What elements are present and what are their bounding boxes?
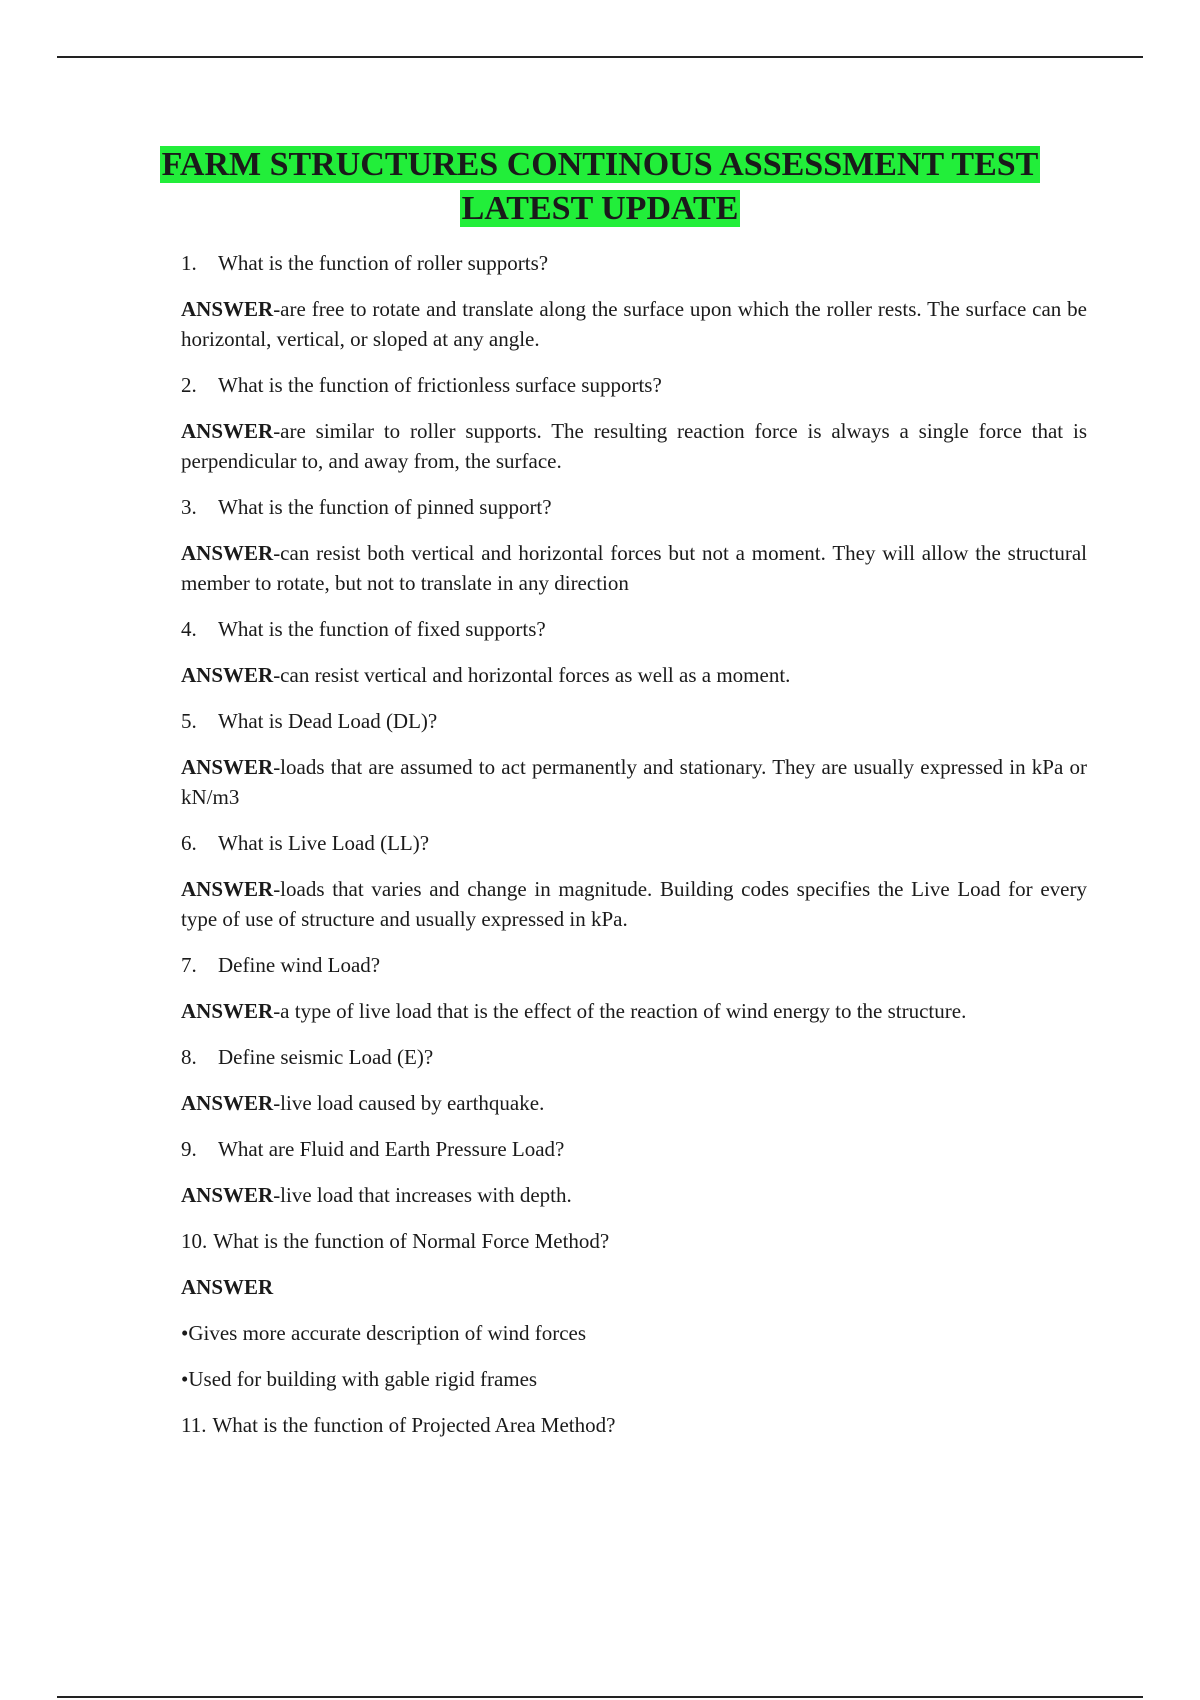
- bottom-rule: [57, 1696, 1143, 1698]
- title-line-2: LATEST UPDATE: [461, 190, 739, 227]
- answer-10-bullet-1: •Gives more accurate description of wind forces: [181, 1321, 587, 1345]
- question-text: What is the function of Projected Area Method?: [212, 1413, 616, 1437]
- question-3: [181, 492, 1087, 522]
- answer-2: [181, 416, 1087, 476]
- question-number: 11.: [181, 1413, 207, 1437]
- answer-1: [181, 294, 1087, 354]
- answer-text: -are similar to roller supports. The resulting reaction force is always a single force that is perpendicular to, and away from, the surface.: [181, 419, 1087, 473]
- answer-label: ANSWER: [181, 877, 274, 901]
- question-4: [181, 614, 1087, 644]
- answer-text: -are free to rotate and translate along the surface upon which the roller rests. The surface can be horizontal, vertical, or sloped at any angle.: [181, 297, 1087, 351]
- question-number: 7.: [181, 953, 197, 977]
- question-11: [181, 1410, 1087, 1440]
- answer-5: [181, 752, 1087, 812]
- answer-label: ANSWER: [181, 663, 274, 687]
- question-number: 4.: [181, 617, 197, 641]
- answer-label: ANSWER: [181, 999, 274, 1023]
- question-5: [181, 706, 1087, 736]
- question-text: What is the function of pinned support?: [218, 495, 552, 519]
- answer-text: -can resist both vertical and horizontal forces but not a moment. They will allow the structural member to rotate, but not to translate in any direction: [181, 541, 1087, 595]
- question-number: 6.: [181, 831, 197, 855]
- answer-text: -live load that increases with depth.: [273, 1183, 572, 1207]
- answer-3: [181, 538, 1087, 598]
- title-line-1: FARM STRUCTURES CONTINOUS ASSESSMENT TEST: [161, 146, 1039, 183]
- answer-label: ANSWER: [181, 297, 274, 321]
- question-number: 8.: [181, 1045, 197, 1069]
- question-7: [181, 950, 1087, 980]
- question-number: 1.: [181, 251, 197, 275]
- question-text: What is Dead Load (DL)?: [218, 709, 438, 733]
- answer-9: [181, 1180, 1087, 1210]
- answer-label: ANSWER: [181, 541, 274, 565]
- question-9: [181, 1134, 1087, 1164]
- answer-10: [181, 1272, 1087, 1302]
- question-text: What is the function of fixed supports?: [218, 617, 546, 641]
- answer-text: -loads that are assumed to act permanently and stationary. They are usually expressed in kPa or kN/m3: [181, 755, 1087, 809]
- question-text: What are Fluid and Earth Pressure Load?: [218, 1137, 565, 1161]
- question-number: 9.: [181, 1137, 197, 1161]
- answer-text: -a type of live load that is the effect of the reaction of wind energy to the structure.: [273, 999, 967, 1023]
- question-8: [181, 1042, 1087, 1072]
- qa-content: [181, 248, 1087, 1456]
- question-text: What is Live Load (LL)?: [218, 831, 430, 855]
- question-text: Define wind Load?: [218, 953, 381, 977]
- document-title: [100, 143, 1100, 231]
- answer-text: -live load caused by earthquake.: [273, 1091, 545, 1115]
- question-number: 10.: [181, 1229, 208, 1253]
- question-6: [181, 828, 1087, 858]
- answer-6: [181, 874, 1087, 934]
- question-number: 5.: [181, 709, 197, 733]
- answer-10-bullet-2: •Used for building with gable rigid frames: [181, 1367, 538, 1391]
- top-rule: [57, 56, 1143, 58]
- answer-label: ANSWER: [181, 1091, 274, 1115]
- question-number: 2.: [181, 373, 197, 397]
- answer-label: ANSWER: [181, 1275, 274, 1299]
- question-number: 3.: [181, 495, 197, 519]
- answer-label: ANSWER: [181, 419, 274, 443]
- question-text: Define seismic Load (E)?: [218, 1045, 434, 1069]
- question-2: [181, 370, 1087, 400]
- question-text: What is the function of frictionless surface supports?: [218, 373, 662, 397]
- question-10: [181, 1226, 1087, 1256]
- answer-label: ANSWER: [181, 1183, 274, 1207]
- answer-text: -can resist vertical and horizontal forces as well as a moment.: [273, 663, 791, 687]
- answer-4: [181, 660, 1087, 690]
- answer-8: [181, 1088, 1087, 1118]
- answer-label: ANSWER: [181, 755, 274, 779]
- answer-7: [181, 996, 1087, 1026]
- question-text: What is the function of roller supports?: [218, 251, 549, 275]
- question-text: What is the function of Normal Force Method?: [213, 1229, 610, 1253]
- answer-text: -loads that varies and change in magnitude. Building codes specifies the Live Load for every type of use of structure and usually expressed in kPa.: [181, 877, 1087, 931]
- question-1: [181, 248, 1087, 278]
